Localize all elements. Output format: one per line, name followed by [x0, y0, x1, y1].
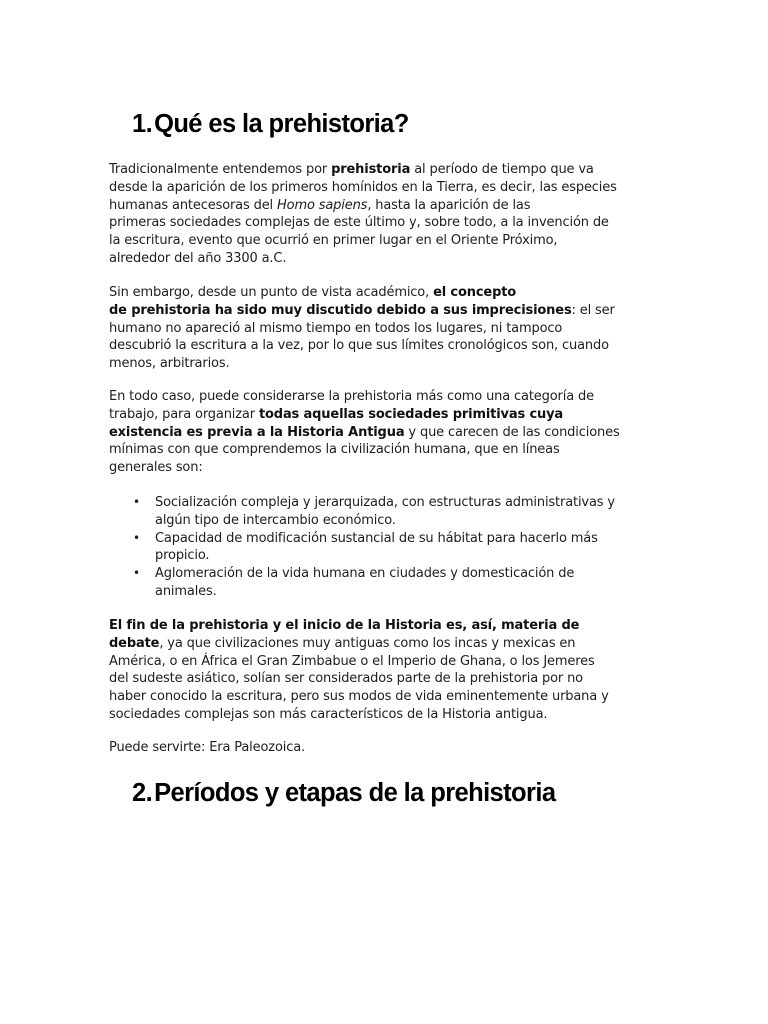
- list-item: [109, 565, 669, 601]
- bullet-icon: •: [133, 530, 140, 545]
- bold-text: de prehistoria ha sido muy discutido debido a sus imprecisiones: [109, 302, 572, 318]
- text-line: Socialización compleja y jerarquizada, con estructuras administrativas y: [155, 495, 615, 510]
- paragraph-academic-view: [109, 284, 669, 373]
- text-run: al período de tiempo que va: [410, 162, 594, 177]
- text-line: Aglomeración de la vida humana en ciudades y domesticación de: [155, 566, 575, 582]
- text-run: humanas antecesoras del: [109, 197, 278, 213]
- text-line: América, o en África el Gran Zimbabue o el Imperio de Ghana, o los Jemeres: [109, 653, 595, 669]
- text-line: animales.: [155, 583, 217, 599]
- text-line: [109, 635, 669, 653]
- text-line: En todo caso, puede considerarse la prehistoria más como una categoría de: [109, 389, 594, 404]
- italic-text: Homo sapiens: [277, 197, 368, 213]
- section-heading-2: [132, 779, 555, 808]
- text-run: y que carecen de las condiciones: [404, 424, 620, 440]
- text-line: Capacidad de modificación sustancial de su hábitat para hacerlo más: [155, 530, 598, 546]
- text-line: desde la aparición de los primeros homínidos en la Tierra, es decir, las especies: [109, 179, 617, 195]
- text-line: [109, 197, 669, 215]
- text-line: [109, 406, 669, 424]
- bold-text: el concepto: [433, 285, 517, 300]
- text-run: Tradicionalmente entendemos por: [109, 162, 332, 177]
- text-line: sociedades complejas son más característicos de la Historia antigua.: [109, 706, 548, 722]
- text-line: [109, 161, 669, 179]
- bullet-icon: •: [133, 566, 140, 581]
- bullet-list: [109, 494, 669, 601]
- text-line: del sudeste asiático, solían ser considerados parte de la prehistoria por no: [109, 671, 583, 687]
- section-heading-1: [132, 110, 409, 139]
- text-line: menos, arbitrarios.: [109, 356, 230, 372]
- section-number: 2.: [132, 779, 153, 807]
- text-line: Puede servirte: Era Paleozoica.: [109, 740, 306, 755]
- text-run: , hasta la aparición de las: [367, 197, 531, 213]
- paragraph-end-of-prehistory: [109, 617, 669, 724]
- bold-text: todas aquellas sociedades primitivas cuya: [258, 406, 564, 422]
- text-run: : el ser: [571, 302, 615, 318]
- text-run: trabajo, para organizar: [109, 406, 259, 422]
- paragraph-see-also: [109, 739, 669, 757]
- section-number: 1.: [132, 110, 153, 138]
- text-line: [109, 284, 669, 302]
- text-line: algún tipo de intercambio económico.: [155, 512, 396, 528]
- bold-text: prehistoria: [331, 162, 411, 177]
- paragraph-intro: [109, 161, 669, 268]
- text-run: , ya que civilizaciones muy antiguas como los incas y mexicas en: [159, 635, 576, 651]
- paragraph-category: [109, 388, 669, 477]
- bold-text: existencia es previa a la Historia Antigua: [109, 424, 405, 440]
- text-line: generales son:: [109, 460, 203, 476]
- text-line: humano no apareció al mismo tiempo en todos los lugares, ni tampoco: [109, 320, 563, 336]
- text-line: El fin de la prehistoria y el inicio de la Historia es, así, materia de: [109, 618, 580, 633]
- text-line: alrededor del año 3300 a.C.: [109, 250, 287, 266]
- section-title: Qué es la prehistoria?: [154, 110, 409, 138]
- bullet-icon: •: [133, 495, 140, 509]
- text-line: [109, 424, 669, 442]
- list-item: [109, 530, 669, 566]
- text-line: mínimas con que comprendemos la civilización humana, que en líneas: [109, 442, 560, 458]
- text-line: haber conocido la escritura, pero sus modos de vida eminentemente urbana y: [109, 689, 609, 705]
- section-title: Períodos y etapas de la prehistoria: [154, 779, 556, 807]
- text-line: la escritura, evento que ocurrió en primer lugar en el Oriente Próximo,: [109, 233, 558, 249]
- text-line: [109, 302, 669, 320]
- text-line: descubrió la escritura a la vez, por lo que sus límites cronológicos son, cuando: [109, 338, 609, 354]
- bold-text: debate: [109, 635, 160, 651]
- text-line: propicio.: [155, 548, 210, 564]
- list-item: [109, 494, 669, 530]
- text-run: Sin embargo, desde un punto de vista académico,: [109, 285, 434, 300]
- text-line: primeras sociedades complejas de este último y, sobre todo, a la invención de: [109, 215, 609, 231]
